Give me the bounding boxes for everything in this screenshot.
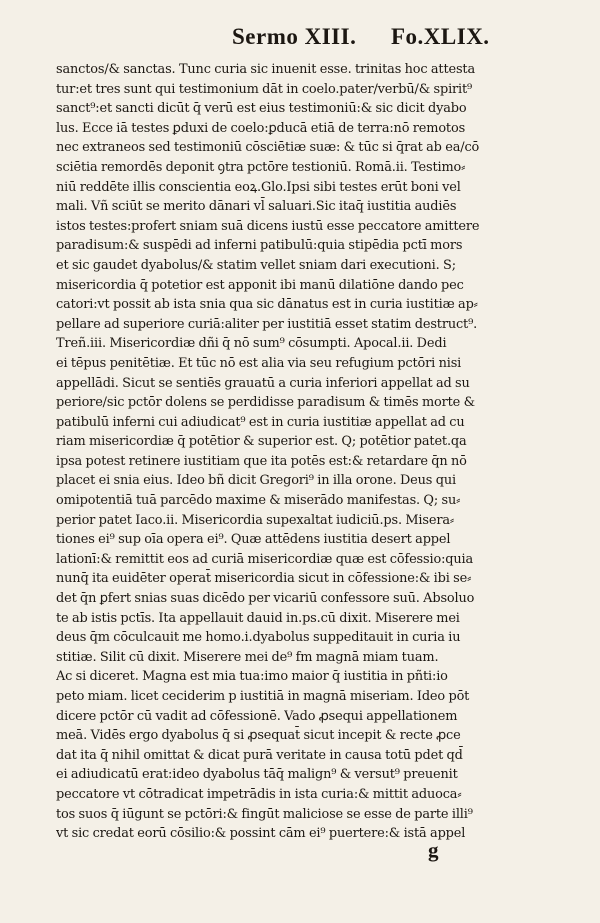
text-line: catori:vt possit ab ista snia qua sic dānatus est in curia iustitiæ ap⸗: [56, 297, 478, 313]
text-line: nec extraneos sed testimoniū cōsciētiæ suæ: & tūc si q̄rat ab ea/cō: [56, 140, 480, 156]
text-line: periore/sic pctōr dolens se perdidisse paradisum & timēs morte &: [56, 395, 475, 411]
text-line: sanctos/& sanctas. Tunc curia sic inuenit esse. trinitas hoc attesta: [56, 62, 475, 77]
text-line: lus. Ecce iā testes ꝑduxi de coelo:ꝑducā etiā de terra:nō remotos: [56, 120, 466, 136]
text-line: et sic gaudet dyabolus/& statim vellet sniam dari executioni. S;: [56, 257, 456, 273]
text-line: Treñ.iii. Misericordiæ dñi q̄ nō sum⁹ cōsumpti. Apocal.ii. Dedi: [56, 336, 447, 352]
text-line: riam misericordiæ q̄ potētior & superior est. Q; potētior patet.qa: [56, 434, 467, 450]
text-line: perior patet Iaco.ii. Misericordia supexaltat iudiciū.ps. Misera⸗: [56, 512, 455, 528]
text-line: pellare ad superiore curiā:aliter per iustitiā esset statim destruct⁹.: [56, 316, 478, 332]
text-line: nunq̄ ita euidēter operat̄ misericordia sicut in cōfessione:& ibi se⸗: [56, 571, 472, 587]
text-line: niū reddēte illis conscientia eoꝝ.Glo.Ipsi sibi testes erūt boni vel: [56, 179, 461, 195]
body-text: [56, 60, 526, 844]
text-line: patibulū inferni cui adiudicat⁹ est in curia iustitiæ appellat ad cu: [56, 414, 465, 430]
folio-number: Fo.XLIX.: [391, 24, 490, 49]
text-line: dicere pctōr cū vadit ad cōfessionē. Vado ꝓsequi appellationem: [56, 708, 458, 724]
text-line: tur:et tres sunt qui testimonium dāt in coelo.pater/verbū/& spirit⁹: [56, 81, 473, 97]
signature-mark: g: [428, 838, 439, 862]
text-line: omipotentiā tuā parcēdo maxime & miserādo manifestas. Q; su⸗: [56, 493, 461, 509]
text-line: vt sic credat eorū cōsilio:& possint cām ei⁹ puertere:& istā appel: [56, 826, 466, 842]
text-line: ei tēpus penitētiæ. Et tūc nō est alia via seu refugium pctōri nisi: [56, 355, 462, 371]
text-line: lationī:& remittit eos ad curiā misericordiæ quæ est cōfessio:quia: [56, 551, 474, 567]
text-line: stitiæ. Silit cū dixit. Miserere mei de⁹ fm magnā miam tuam.: [56, 649, 439, 665]
text-line: ipsa potest retinere iustitiam que ita potēs est:& retardare q̄n nō: [56, 453, 467, 469]
text-line: mali. Vñ sciūt se merito dānari vl̄ saluari.Sic itaq̄ iustitia audiēs: [56, 199, 457, 215]
text-line: ei adiudicatū erat:ideo dyabolus tāq̄ malign⁹ & versut⁹ preuenit: [56, 767, 458, 783]
text-line: Ac si diceret. Magna est mia tua:imo maior q̄ iustitia in pñti:io: [56, 669, 448, 685]
text-line: peto miam. licet ceciderim p iustitiā in magnā miseriam. Ideo pōt: [56, 689, 470, 704]
text-line: deus q̄m cōculcauit me homo.i.dyabolus suppeditauit in curia iu: [56, 630, 461, 646]
text-line: tos suos q̄ iūgunt se pctōri:& fingūt maliciose se esse de parte illi⁹: [56, 806, 473, 822]
text-line: det q̄n ꝑfert snias suas dicēdo per vicariū confessore suū. Absoluo: [56, 591, 475, 607]
text-line: sciētia remordēs deponit ꝯtra pctōre testioniū. Romā.ii. Testimo⸗: [56, 159, 466, 175]
text-line: te ab istis pctīs. Ita appellauit dauid in.ps.cū dixit. Miserere mei: [56, 610, 460, 626]
sermon-number: Sermo XIII.: [232, 24, 357, 49]
text-line: dat ita q̄ nihil omittat & dicat purā veritate in causa totū pdet qd̄: [56, 747, 463, 763]
text-line: placet ei snia eius. Ideo bñ dicit Gregori⁹ in illa orone. Deus qui: [56, 473, 456, 489]
text-line: appellādi. Sicut se sentiēs grauatū a curia inferiori appellat ad su: [56, 375, 470, 391]
text-line: peccatore vt cōtradicat impetrādis in ista curia:& mittit aduoca⸗: [56, 786, 462, 802]
text-line: istos testes:profert sniam suā dicens iustū esse peccatore amittere: [56, 218, 480, 234]
running-header: [232, 24, 522, 54]
text-line: meā. Vidēs ergo dyabolus q̄ si ꝓsequat̄ sicut incepit & recte ꝓce: [56, 728, 461, 744]
text-line: misericordia q̄ potetior est apponit ibi manū dilatiōne dando pec: [56, 277, 464, 293]
text-line: paradisum:& suspēdi ad inferni patibulū:quia stipēdia pctī mors: [56, 238, 463, 254]
text-line: sanct⁹:et sancti dicūt q̄ verū est eius testimoniū:& sic dicit dyabo: [56, 101, 467, 117]
text-line: tiones ei⁹ sup oīa opera ei⁹. Quæ attēdens iustitia desert appel: [56, 532, 451, 548]
